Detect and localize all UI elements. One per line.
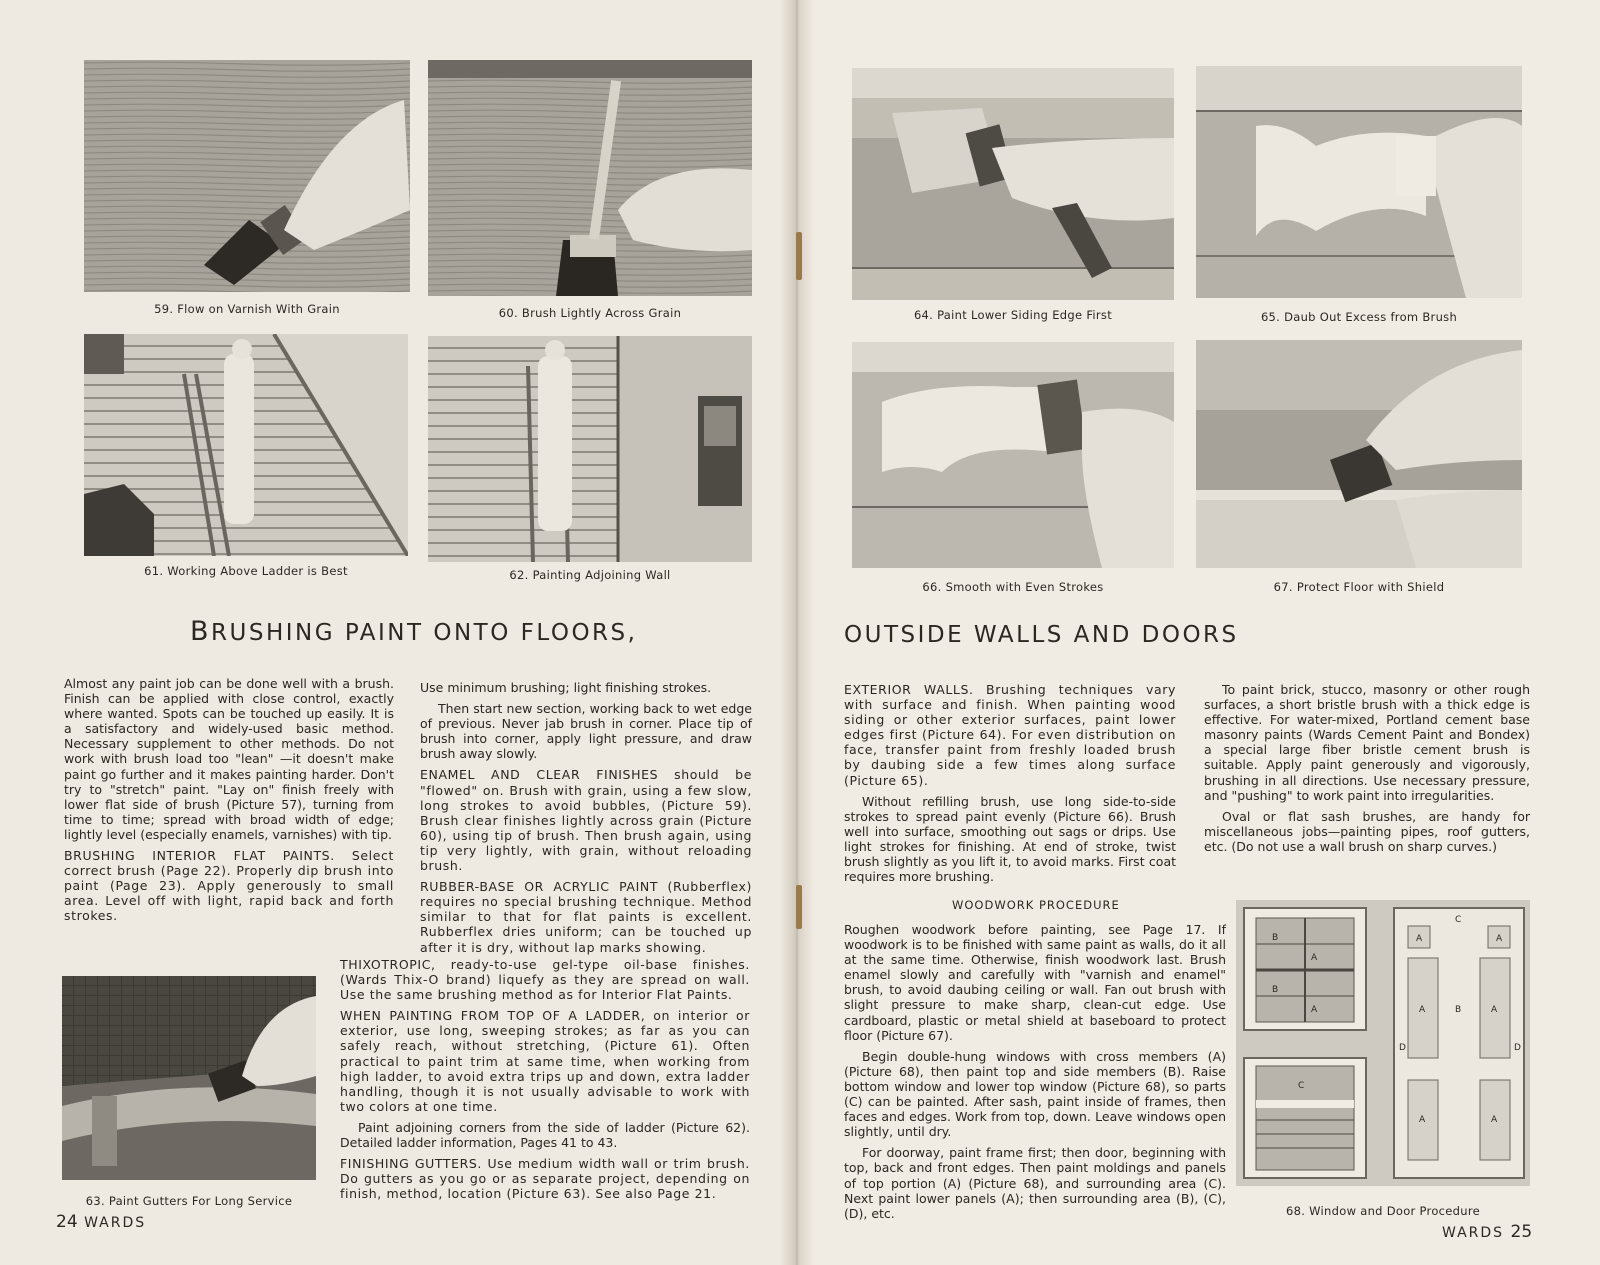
paragraph: Paint adjoining corners from the side of ladder (Picture 62). Detailed ladder information, Pages 41 to 43. [340,1119,750,1151]
left-folio [56,1212,146,1232]
paragraph: To paint brick, stucco, masonry or other rough surfaces, a short bristle brush with a thick edge is effective. For water-mixed, Portland cement base masonry paints (Wards Cement Paint and Bondex) a special large fiber bristle cement brush is suitable. Apply paint generously and vigorously, brushing in all directions. Use necessary pressure, and "pushing" to work paint into irregularities. [1204,682,1530,803]
window-door-diagram [1236,900,1530,1186]
label-a-7: A [1419,1115,1426,1125]
label-c-door: C [1455,915,1462,925]
siding-edge-photo [852,68,1174,300]
caption-68: 68. Window and Door Procedure [1285,1204,1481,1218]
publisher-name-left: WARDS [84,1215,147,1231]
label-a-1: A [1311,953,1318,963]
label-a-5: A [1419,1005,1426,1015]
woodwork-column [844,922,1226,1227]
label-d-2: D [1514,1043,1521,1053]
right-folio [1442,1222,1532,1242]
paragraph: WHEN PAINTING FROM TOP OF A LADDER, on interior or exterior, use long, sweeping strokes; as far as you can safely reach, without stretching, (Picture 61). Often practical to paint trim at same time, when working from high ladder, to avoid extra trips up and down, extra ladder handling, though it is not usually advisable to work with two colors at one time. [340,1008,750,1114]
label-b-door: B [1455,1005,1462,1015]
painter-on-ladder-photo [84,334,408,556]
caption-62: 62. Painting Adjoining Wall [509,568,671,582]
staple-bottom [796,885,802,929]
staple-top [796,232,802,280]
paragraph: Roughen woodwork before painting, see Page 17. If woodwork is to be finished with same paint as walls, do it all at the same time. Otherwise, finish woodwork last. Brush enamel slowly and carefully with "varnish and enamel" brush, to avoid daubing ceiling or wall. Fan out brush with slight pressure to make sharp, clean-cut edge. Use cardboard, plastic or metal shield at baseboard to protect floor (Picture 67). [844,922,1226,1043]
label-a-8: A [1491,1115,1498,1125]
left-page-heading [190,616,637,647]
paragraph: ENAMEL AND CLEAR FINISHES should be "flowed" on. Brush with grain, using a few slow, long strokes to avoid bubbles, (Picture 59). Brush clear finishes lightly across grain (Picture 60), using tip of brush. Then brush again, using tip very lightly, with grain, without reloading brush. [420,767,752,874]
paragraph: THIXOTROPIC, ready-to-use gel-type oil-base finishes. (Wards Thix-O brand) liquefy as they are spread on wall. Use the same brushing method as for Interior Flat Paints. [340,957,750,1003]
paragraph: For doorway, paint frame first; then door, beginning with top, back and front edges. Then paint moldings and panels of top portion (A) (Picture 68), and surrounding area (C). Next paint lower panels (A); then surrounding area (B), (C), (D), etc. [844,1145,1226,1221]
caption-63: 63. Paint Gutters For Long Service [85,1194,293,1208]
caption-66: 66. Smooth with Even Strokes [922,580,1104,594]
painter-adjoining-wall-photo [428,336,752,562]
caption-65: 65. Daub Out Excess from Brush [1260,310,1458,324]
paragraph: BRUSHING INTERIOR FLAT PAINTS. Select correct brush (Page 22). Properly dip brush into paint (Page 23). Apply generously to small area. Level off with light, rapid back and forth strokes. [64,848,394,924]
paragraph: Without refilling brush, use long side-to-side strokes to spread paint evenly (Picture 66). Brush well into surface, smoothing out sags or drips. Use light strokes for finishing. At end of stroke, twist brush slightly as you lift it, to avoid marks. First coat requires more brushing. [844,793,1176,885]
right-column-2 [1204,682,1530,860]
heading-left-text: RUSHING PAINT ONTO FLOORS, [211,620,638,646]
caption-64: 64. Paint Lower Siding Edge First [913,308,1113,322]
page-number-left: 24 [56,1212,78,1232]
woodwork-procedure-heading: WOODWORK PROCEDURE [952,898,1120,912]
label-b-1: B [1272,933,1279,943]
label-a-4: A [1496,934,1503,944]
paragraph: EXTERIOR WALLS. Brushing techniques vary with surface and finish. When painting wood siding or other exterior surfaces, paint lower edges first (Picture 64). For even distribution on face, transfer paint from freshly loaded brush by daubing side a few times along surface (Picture 65). [844,682,1176,788]
left-column-2 [420,680,752,961]
label-a-3: A [1416,934,1423,944]
label-c-window: C [1298,1081,1305,1091]
brush-across-grain-photo [428,60,752,296]
right-page-heading: OUTSIDE WALLS AND DOORS [844,622,1239,648]
publisher-name-right: WARDS [1442,1225,1505,1241]
daub-brush-photo [1196,66,1522,298]
caption-60: 60. Brush Lightly Across Grain [498,306,682,320]
paragraph: Begin double-hung windows with cross members (A) (Picture 68), then paint top and side members (B). Raise bottom window and lower top window (Picture 68), so parts (C) can be painted. After sash, paint inside of frames, then faces and edges. Work from top, down. Leave windows open slightly, until dry. [844,1048,1226,1140]
floor-shield-photo [1196,340,1522,568]
label-a-6: A [1491,1005,1498,1015]
paragraph: Oval or flat sash brushes, are handy for miscellaneous jobs—painting pipes, roof gutters, etc. (Do not use a wall brush on sharp curves.) [1204,808,1530,854]
book-gutter [780,0,814,1265]
gutter-painting-photo [62,976,316,1180]
caption-67: 67. Protect Floor with Shield [1273,580,1445,594]
page-number-right: 25 [1510,1222,1533,1242]
paragraph: Almost any paint job can be done well with a brush. Finish can be applied with close control, exactly where wanted. Spots can be touched up easily. It is a satisfactory and widely-used basic method. Necessary supplement to other methods. Do not work with brush load too "lean" —it doesn't make paint go further and it makes painting harder. Don't try to "stretch" paint. "Lay on" finish freely with lower flat side of brush (Picture 57), turning from time to time; spread with broad width of edge; lightly level (especially enamels, varnishes) with tip. [64,676,394,842]
right-column-1 [844,682,1176,890]
left-column-1 [64,676,394,930]
caption-59: 59. Flow on Varnish With Grain [154,302,340,316]
heading-drop-letter: B [190,616,212,647]
paragraph: FINISHING GUTTERS. Use medium width wall or trim brush. Do gutters as you go or as separate project, depending on finish, method, location (Picture 63). See also Page 21. [340,1156,750,1202]
paragraph: Use minimum brushing; light finishing strokes. [420,680,712,695]
label-b-2: B [1272,985,1279,995]
left-column-3 [340,957,750,1207]
paragraph: RUBBER-BASE OR ACRYLIC PAINT (Rubberflex) requires no special brushing technique. Method similar to that for flat paints is excellent. Rubberflex dries uniform; can be touched up after it is dry, without lap marks showing. [420,879,752,955]
paragraph: Then start new section, working back to wet edge of previous. Never jab brush in corner. Place tip of brush into corner, apply light pressure, and draw brush away slowly. [420,701,752,762]
brush-on-wood-grain-photo [84,60,410,292]
label-a-2: A [1311,1005,1318,1015]
caption-61: 61. Working Above Ladder is Best [144,564,348,578]
label-d-1: D [1399,1043,1406,1053]
even-strokes-photo [852,342,1174,568]
